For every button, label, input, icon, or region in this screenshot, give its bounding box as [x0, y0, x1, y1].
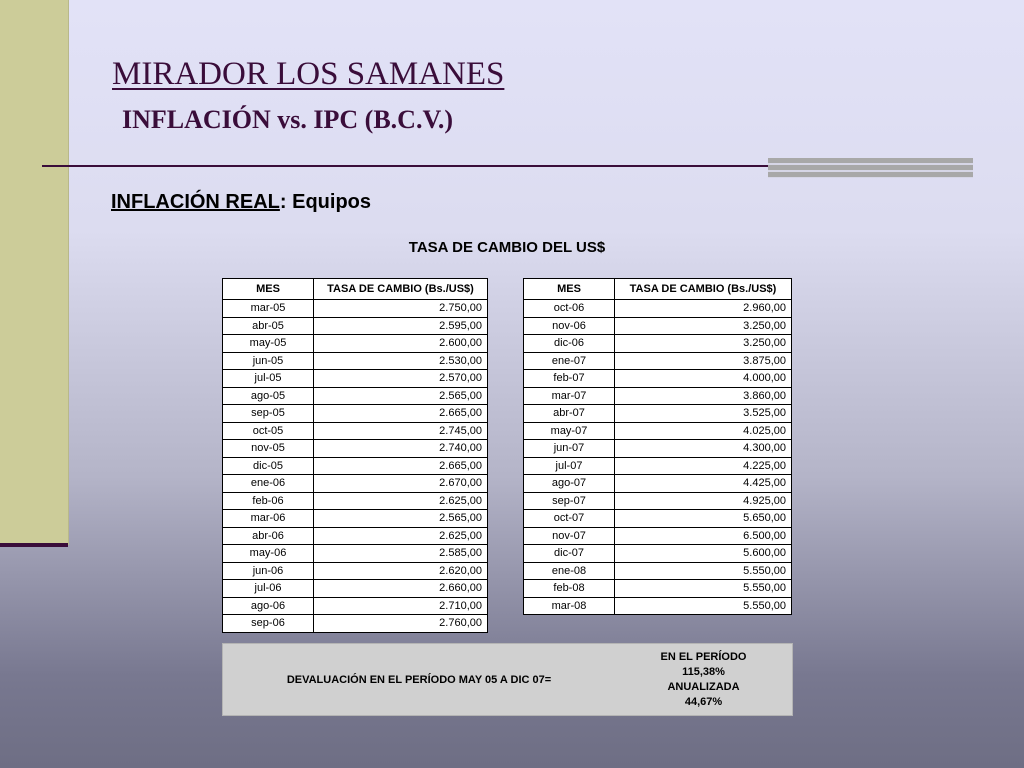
month-cell: mar-08 — [524, 597, 615, 615]
rate-cell: 3.525,00 — [615, 405, 792, 423]
month-cell: abr-05 — [223, 317, 314, 335]
rate-cell: 2.600,00 — [314, 335, 488, 353]
rate-cell: 2.665,00 — [314, 457, 488, 475]
rate-cell: 2.670,00 — [314, 475, 488, 493]
rate-cell: 3.860,00 — [615, 387, 792, 405]
month-cell: jul-07 — [524, 457, 615, 475]
rate-cell: 5.650,00 — [615, 510, 792, 528]
month-cell: oct-05 — [223, 422, 314, 440]
month-cell: ene-08 — [524, 562, 615, 580]
rate-cell: 2.565,00 — [314, 387, 488, 405]
month-cell: jul-05 — [223, 370, 314, 388]
column-header-month: MES — [223, 279, 314, 300]
month-cell: may-07 — [524, 422, 615, 440]
rate-cell: 5.600,00 — [615, 545, 792, 563]
table-row — [223, 492, 488, 510]
table-row — [524, 352, 792, 370]
table-row — [524, 387, 792, 405]
decorative-striped-bar — [768, 158, 973, 178]
month-cell: may-05 — [223, 335, 314, 353]
month-cell: dic-05 — [223, 457, 314, 475]
rate-cell: 5.550,00 — [615, 580, 792, 598]
month-cell: nov-05 — [223, 440, 314, 458]
exchange-rate-table-left — [222, 278, 488, 633]
month-cell: nov-06 — [524, 317, 615, 335]
table-row — [223, 545, 488, 563]
rate-cell: 2.750,00 — [314, 300, 488, 318]
month-cell: feb-07 — [524, 370, 615, 388]
devaluation-values — [615, 644, 792, 715]
rate-cell: 4.000,00 — [615, 370, 792, 388]
month-cell: dic-06 — [524, 335, 615, 353]
table-row — [524, 405, 792, 423]
rate-cell: 2.710,00 — [314, 597, 488, 615]
table-row — [223, 580, 488, 598]
month-cell: feb-06 — [223, 492, 314, 510]
month-cell: abr-06 — [223, 527, 314, 545]
rate-cell: 4.025,00 — [615, 422, 792, 440]
table-row — [223, 615, 488, 633]
annualized-label: ANUALIZADA — [667, 680, 740, 693]
exchange-rate-table-right — [523, 278, 792, 615]
table-row — [524, 510, 792, 528]
rate-cell: 3.250,00 — [615, 335, 792, 353]
period-label: EN EL PERÍODO — [660, 650, 747, 663]
month-cell: jun-05 — [223, 352, 314, 370]
period-value: 115,38% — [682, 665, 725, 678]
rate-cell: 2.760,00 — [314, 615, 488, 633]
month-cell: sep-05 — [223, 405, 314, 423]
table-row — [524, 335, 792, 353]
rate-cell: 2.665,00 — [314, 405, 488, 423]
section-heading-rest: : Equipos — [279, 191, 371, 213]
month-cell: nov-07 — [524, 527, 615, 545]
rate-cell: 2.740,00 — [314, 440, 488, 458]
month-cell: feb-08 — [524, 580, 615, 598]
month-cell: ene-06 — [223, 475, 314, 493]
table-row — [524, 580, 792, 598]
month-cell: sep-07 — [524, 492, 615, 510]
table-row — [524, 597, 792, 615]
month-cell: jun-07 — [524, 440, 615, 458]
table-row — [524, 440, 792, 458]
rate-cell: 4.225,00 — [615, 457, 792, 475]
column-header-rate: TASA DE CAMBIO (Bs./US$) — [314, 279, 488, 300]
rate-cell: 3.875,00 — [615, 352, 792, 370]
month-cell: sep-06 — [223, 615, 314, 633]
table-row — [524, 545, 792, 563]
table-row — [524, 317, 792, 335]
rate-cell: 2.530,00 — [314, 352, 488, 370]
month-cell: mar-05 — [223, 300, 314, 318]
table-caption: TASA DE CAMBIO DEL US$ — [408, 239, 606, 256]
rate-cell: 5.550,00 — [615, 597, 792, 615]
rate-cell: 2.570,00 — [314, 370, 488, 388]
devaluation-summary-box — [222, 643, 793, 716]
table-row — [223, 475, 488, 493]
table-row — [223, 562, 488, 580]
rate-cell: 4.425,00 — [615, 475, 792, 493]
month-cell: jul-06 — [223, 580, 314, 598]
section-heading — [111, 191, 371, 214]
table-header-row — [524, 279, 792, 300]
table-row — [524, 370, 792, 388]
table-row — [223, 335, 488, 353]
table-row — [223, 352, 488, 370]
table-row — [223, 387, 488, 405]
table-row — [223, 527, 488, 545]
rate-cell: 4.925,00 — [615, 492, 792, 510]
rate-cell: 6.500,00 — [615, 527, 792, 545]
table-row — [524, 422, 792, 440]
rate-cell: 2.960,00 — [615, 300, 792, 318]
rate-cell: 2.745,00 — [314, 422, 488, 440]
rate-cell: 5.550,00 — [615, 562, 792, 580]
rate-cell: 2.565,00 — [314, 510, 488, 528]
rate-cell: 2.595,00 — [314, 317, 488, 335]
column-header-month: MES — [524, 279, 615, 300]
slide-subtitle: INFLACIÓN vs. IPC (B.C.V.) — [122, 105, 454, 134]
rate-cell: 2.625,00 — [314, 492, 488, 510]
section-heading-underlined: INFLACIÓN REAL — [111, 191, 280, 213]
month-cell: dic-07 — [524, 545, 615, 563]
slide-title: MIRADOR LOS SAMANES — [112, 56, 505, 92]
table-row — [524, 527, 792, 545]
table-row — [223, 422, 488, 440]
table-row — [524, 475, 792, 493]
table-header-row — [223, 279, 488, 300]
table-row — [223, 457, 488, 475]
sidebar-band — [0, 0, 69, 545]
rate-cell: 2.625,00 — [314, 527, 488, 545]
month-cell: ago-05 — [223, 387, 314, 405]
month-cell: oct-06 — [524, 300, 615, 318]
month-cell: jun-06 — [223, 562, 314, 580]
table-row — [524, 300, 792, 318]
column-header-rate: TASA DE CAMBIO (Bs./US$) — [615, 279, 792, 300]
month-cell: may-06 — [223, 545, 314, 563]
table-row — [223, 510, 488, 528]
month-cell: ene-07 — [524, 352, 615, 370]
table-row — [223, 440, 488, 458]
annualized-value: 44,67% — [684, 695, 723, 708]
month-cell: mar-07 — [524, 387, 615, 405]
month-cell: abr-07 — [524, 405, 615, 423]
rate-cell: 2.620,00 — [314, 562, 488, 580]
sidebar-rule — [0, 543, 68, 547]
month-cell: mar-06 — [223, 510, 314, 528]
table-row — [524, 492, 792, 510]
table-row — [524, 562, 792, 580]
rate-cell: 2.585,00 — [314, 545, 488, 563]
table-row — [223, 597, 488, 615]
month-cell: oct-07 — [524, 510, 615, 528]
rate-cell: 3.250,00 — [615, 317, 792, 335]
table-row — [524, 457, 792, 475]
rate-cell: 4.300,00 — [615, 440, 792, 458]
month-cell: ago-07 — [524, 475, 615, 493]
month-cell: ago-06 — [223, 597, 314, 615]
table-row — [223, 370, 488, 388]
table-row — [223, 405, 488, 423]
table-row — [223, 300, 488, 318]
rate-cell: 2.660,00 — [314, 580, 488, 598]
devaluation-label: DEVALUACIÓN EN EL PERÍODO MAY 05 A DIC 07= — [286, 673, 552, 686]
table-row — [223, 317, 488, 335]
